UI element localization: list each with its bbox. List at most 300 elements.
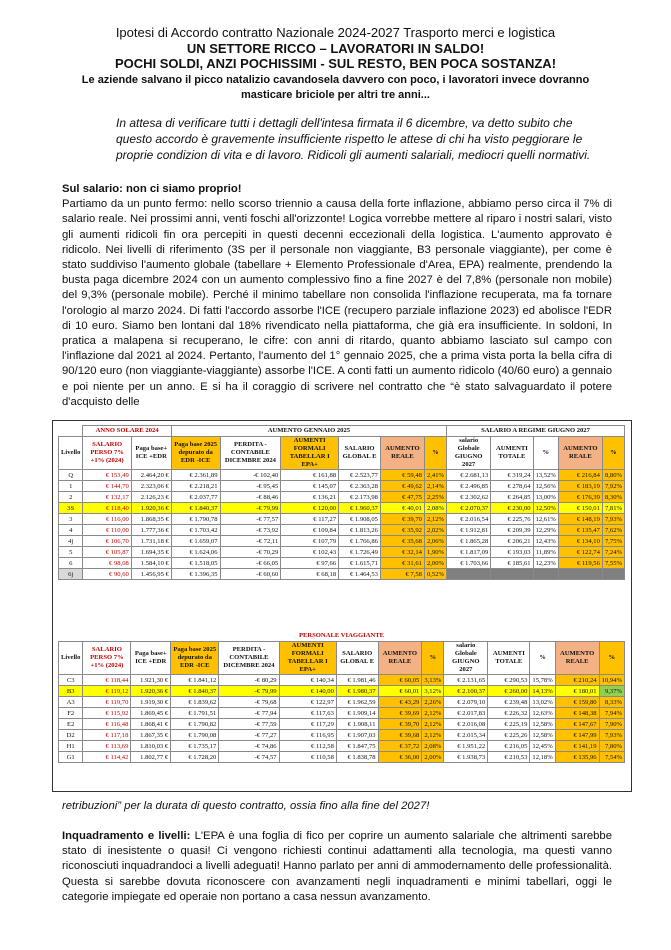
column-header: Paga base+ ICE +EDR [131, 437, 171, 470]
table-cell: € 136,21 [281, 492, 339, 503]
table-cell: € 239,48 [488, 697, 530, 708]
tail-sentence: retribuzioni” per la durata di questo contratto, ossia fino alla fine del 2027! [62, 800, 430, 812]
table-cell: € 2.131,65 [444, 675, 488, 686]
column-header: SALARIO GLOBAL E [339, 437, 381, 470]
intro-paragraph: In attesa di verificare tutti i dettagli dell'intesa firmata il 6 dicembre, va detto subito che questo accordo è gravemente insufficiente rispetto le attese di chi ha visto peggiorare le proprie condizion di vita e di lavoro. Ridicoli gli aumenti salariali, mediocri quelli normativi. [116, 116, 591, 162]
table-cell: 3,12% [422, 686, 444, 697]
group-header-gennaio: AUMENTO GENNAIO 2025 [171, 426, 446, 437]
table-cell: 1.869,45 € [131, 708, 171, 719]
table-cell: 2,14% [424, 481, 446, 492]
table-cell: € 1.396,35 [171, 569, 220, 580]
table-cell: € 132,17 [83, 492, 131, 503]
table-cell: € 180,01 [555, 686, 599, 697]
table-row [59, 558, 625, 569]
table-cell: 7,92% [602, 481, 624, 492]
table-cell: € 1.847,75 [336, 741, 378, 752]
column-header: SALARIO PERSO 7% +1% (2024) [83, 437, 131, 470]
table-cell: 1.802,77 € [131, 752, 171, 763]
column-header: AUMENTI TOTALE [491, 437, 533, 470]
table-cell: -€ 70,29 [220, 547, 281, 558]
column-header: % [533, 437, 558, 470]
table-cell: 1,90% [424, 547, 446, 558]
table-cell: € 140,00 [279, 686, 336, 697]
table-cell: € 278,64 [491, 481, 533, 492]
table-cell: € 1.659,07 [171, 536, 220, 547]
table-cell: € 112,58 [279, 741, 336, 752]
column-header: AUMENTI FORMALI TABELLAR I EPA+ [281, 437, 339, 470]
table-cell: € 2.523,77 [339, 470, 381, 481]
column-header: % [602, 437, 624, 470]
table-row [59, 686, 625, 697]
table-cell: € 1.726,49 [339, 547, 381, 558]
table-cell: € 176,39 [558, 492, 602, 503]
table-cell [558, 569, 602, 580]
table-cell: 11,89% [533, 547, 558, 558]
table-cell: € 39,68 [378, 730, 422, 741]
table-row [59, 752, 625, 763]
table-cell: -€ 88,46 [220, 492, 281, 503]
table-cell: € 1.728,20 [171, 752, 219, 763]
table-cell: € 1.960,37 [339, 503, 381, 514]
table-cell: -€ 102,40 [220, 470, 281, 481]
table-cell: € 117,18 [83, 730, 131, 741]
table-row [59, 503, 625, 514]
table-cell: € 36,00 [378, 752, 422, 763]
table-cell: Q [59, 470, 83, 481]
table-cell: 2,12% [422, 719, 444, 730]
column-header: AUMENTI FORMALI TABELLAR I EPA+ [279, 642, 336, 675]
table-cell: € 102,43 [281, 547, 339, 558]
table-row [59, 536, 625, 547]
table-cell: -€ 77,27 [219, 730, 279, 741]
inquadramento-body: L'EPA è una foglia di fico per coprire un aumento salariale che altrimenti sarebbe stato di inesistente o quasi! Ci vengono richiesti continui adattamenti alla tecnologia, ma questi vanno riconosciuti inquadrandoci a livelli adeguati! Hanno parlato per anni di ammodernamento delle professionalità. Questa si sarebbe dovuta riconoscere con avanzamenti negli inquadramenti e minimi tabellari, oggi le categorie impiegate ed operaie non portano a casa nessun avanzamento. [62, 830, 612, 903]
table-cell: € 161,88 [281, 470, 339, 481]
table-non-mobile [58, 425, 625, 580]
column-header: Paga base 2025 depurato da EDR -ICE [171, 642, 219, 675]
table-cell: € 1.791,51 [171, 708, 219, 719]
table-cell: € 105,87 [83, 547, 131, 558]
table-cell: € 119,70 [83, 697, 131, 708]
table-cell: € 39,69 [378, 708, 422, 719]
table-cell: € 116,00 [83, 514, 131, 525]
column-header: PERDITA - CONTABILE DICEMBRE 2024 [219, 642, 279, 675]
table-cell: 12,61% [533, 514, 558, 525]
table-cell: 1.867,35 € [131, 730, 171, 741]
table-cell: € 35,68 [380, 536, 424, 547]
table-cell: € 216,05 [488, 741, 530, 752]
table-cell: € 135,96 [555, 752, 599, 763]
table-cell: € 1.839,62 [171, 697, 219, 708]
table-cell: 2,41% [424, 470, 446, 481]
table-cell: € 159,80 [555, 697, 599, 708]
table-cell: 7,93% [602, 514, 624, 525]
table-cell [602, 569, 624, 580]
table-cell: € 1.817,09 [447, 547, 491, 558]
table-cell: -€ 79,68 [219, 697, 279, 708]
table-cell: B3 [59, 686, 83, 697]
table-cell: -€ 77,57 [220, 514, 281, 525]
table-cell: € 1.518,05 [171, 558, 220, 569]
doc-subtitle: POCHI SOLDI, ANZI POCHISSIMI - SUL RESTO, BEN POCA SOSTANZA! [114, 56, 557, 71]
table-cell: -€ 80,29 [219, 675, 279, 686]
doc-title: UN SETTORE RICCO – LAVORATORI IN SALDO! [186, 41, 485, 56]
table-cell: 3,13% [422, 675, 444, 686]
column-header: AUMENTO REALE [555, 642, 599, 675]
table-cell: € 1.766,86 [339, 536, 381, 547]
table-cell: € 2.015,34 [444, 730, 488, 741]
table-cell: 7,94% [599, 708, 624, 719]
table-cell: 12,56% [533, 481, 558, 492]
table-cell: € 114,42 [83, 752, 131, 763]
table-cell: € 2.016,54 [447, 514, 491, 525]
table-cell: 2,12% [422, 708, 444, 719]
table-cell: € 1.980,37 [336, 686, 378, 697]
table-cell: -€ 66,05 [220, 558, 281, 569]
column-header: Livello [59, 437, 83, 470]
table-cell: € 210,53 [488, 752, 530, 763]
table-cell: 4 [59, 525, 83, 536]
table-cell: € 1.912,81 [447, 525, 491, 536]
table-cell: 13,00% [533, 492, 558, 503]
table-cell: 7,55% [602, 558, 624, 569]
salary-tables-figure [52, 420, 632, 792]
table-cell: € 2.496,85 [447, 481, 491, 492]
inquadramento-section [62, 829, 612, 905]
table-cell: 2.126,23 € [131, 492, 171, 503]
table-cell: D2 [59, 730, 83, 741]
table-cell: 1.920,36 € [131, 503, 171, 514]
table-cell: 2,00% [424, 558, 446, 569]
table-cell: € 145,07 [281, 481, 339, 492]
table-cell: € 110,00 [83, 525, 131, 536]
table-cell [491, 569, 533, 580]
table-cell: € 1.790,08 [171, 730, 219, 741]
table-cell: € 39,70 [378, 719, 422, 730]
table-cell: € 2.016,08 [444, 719, 488, 730]
table-cell: € 209,39 [491, 525, 533, 536]
table-row [59, 741, 625, 752]
table-cell: € 32,14 [380, 547, 424, 558]
table-cell: 13,52% [533, 470, 558, 481]
table-cell: -€ 79,99 [219, 686, 279, 697]
table-cell: -€ 95,45 [220, 481, 281, 492]
salario-heading: Sul salario: non ci siamo proprio! [62, 183, 242, 195]
table-cell: € 134,10 [558, 536, 602, 547]
table-cell: -€ 73,92 [220, 525, 281, 536]
table-cell: 2,08% [424, 503, 446, 514]
table-cell: € 1.908,05 [339, 514, 381, 525]
table-cell: € 119,12 [83, 686, 131, 697]
table-cell: 13,02% [530, 697, 555, 708]
table-cell: € 2.302,62 [447, 492, 491, 503]
table-cell: € 150,01 [558, 503, 602, 514]
table-cell: € 60,01 [378, 686, 422, 697]
table-cell: 2.464,20 € [131, 470, 171, 481]
table-cell: 2,06% [424, 536, 446, 547]
table-cell: € 1.464,53 [339, 569, 381, 580]
table-row [59, 514, 625, 525]
table2-header-row [59, 642, 625, 675]
table-cell: 7,81% [602, 503, 624, 514]
table-cell: € 1.615,71 [339, 558, 381, 569]
table-cell: € 290,53 [488, 675, 530, 686]
table-cell: 12,18% [530, 752, 555, 763]
table-cell: € 119,56 [558, 558, 602, 569]
column-header: % [424, 437, 446, 470]
table-row [59, 719, 625, 730]
table-cell: € 153,49 [83, 470, 131, 481]
table-cell: € 1.908,11 [336, 719, 378, 730]
table-cell: € 1.813,26 [339, 525, 381, 536]
table-cell: € 225,26 [488, 730, 530, 741]
table-cell: € 264,85 [491, 492, 533, 503]
table-row [59, 470, 625, 481]
table-cell: € 35,92 [380, 525, 424, 536]
table-cell: -€ 74,57 [219, 752, 279, 763]
table-cell: 2,12% [422, 730, 444, 741]
table-cell: 2,25% [424, 492, 446, 503]
table-cell: € 226,32 [488, 708, 530, 719]
table-cell: € 2.681,13 [447, 470, 491, 481]
table-cell: 7,75% [602, 536, 624, 547]
table-cell: 1.919,30 € [131, 697, 171, 708]
doc-pretitle: Ipotesi di Accordo contratto Nazionale 2024-2027 Trasporto merci e logistica [115, 25, 556, 40]
table-cell: € 210,24 [555, 675, 599, 686]
table-cell: 7,62% [602, 525, 624, 536]
table-cell: -€ 77,59 [219, 719, 279, 730]
table-cell: G1 [59, 752, 83, 763]
table-row [59, 492, 625, 503]
table-cell: € 2.173,98 [339, 492, 381, 503]
salario-body: Partiamo da un punto fermo: nello scorso triennio a causa della forte inflazione, abbiamo perso circa il 7% di salario reale. Nei prossimi anni, venti foschi all'orizzonte! Logica vorrebbe mettere al riparo i nostri salari, visto gli aumenti ridicoli fin ora percepiti in questi decenni eccezionali della logistica. L'aumento approvato è ridicolo. Nei livelli di riferimento (3S per il personale non viaggiante, B3 personale viaggiante), per come è stato suddiviso l'aumento globale (tabellare + Elemento Professionale d'Area, EPA) realmente, prendendo la busta paga dicembre 2024 con un aumento complessivo fino a fine 2027 è del 7,8% (personale non mobile) del 9,3% (personale mobile). Perché il minimo tabellare non consolida l'inflazione recuperata, ma fa tornare l'orologio al marzo 2024. Di fatti l'accordo assorbe l'ICE (recupero parziale inflazione 2023) ed abolisce l'EDR di 10 euro. Siamo ben lontani dal 18% rivendicato nella piattaforma, che già era insufficiente. In soldoni, In pratica a malapena si recuperano, le cifre: con anni di ritardo, quanto abbiamo lasciato sul campo con l'inflazione dal 2021 al 2024. Pertanto, l'aumento del 1° gennaio 2025, che a prima vista porta la bella cifra di 90/120 euro (non viaggiante-viaggiante) assorbe l'ICE. A conti fatti un aumento ridicolo (40/60 euro) a gennaio e poi niente per un anno. E si ha il coraggio di scrivere nel contratto che “è stato salvaguardato il potere d'acquisto delle [62, 198, 612, 408]
table-cell: 12,58% [530, 719, 555, 730]
table-cell: 2.323,06 € [131, 481, 171, 492]
table-cell: 1.731,18 € [131, 536, 171, 547]
column-header: AUMENTO REALE [378, 642, 422, 675]
table-cell: 12,63% [530, 708, 555, 719]
table-cell: A3 [59, 697, 83, 708]
table-cell: € 122,97 [279, 697, 336, 708]
table-row [59, 675, 625, 686]
table-cell: 7,90% [599, 719, 624, 730]
table-cell: € 49,62 [380, 481, 424, 492]
table-cell: € 135,47 [558, 525, 602, 536]
table-cell: € 120,00 [281, 503, 339, 514]
table-cell: € 193,03 [491, 547, 533, 558]
table-cell: € 116,48 [83, 719, 131, 730]
table-cell: € 230,00 [491, 503, 533, 514]
column-header: Paga base+ ICE +EDR [131, 642, 171, 675]
table-cell: € 47,75 [380, 492, 424, 503]
table-cell: € 1.907,03 [336, 730, 378, 741]
table2-group-row [59, 631, 625, 642]
table-cell: € 117,29 [279, 719, 336, 730]
column-header: salario Globale GIUGNO 2027 [444, 642, 488, 675]
table-cell: € 106,70 [83, 536, 131, 547]
table-cell: 6j [59, 569, 83, 580]
column-header: AUMENTO REALE [380, 437, 424, 470]
table-cell: € 2.037,77 [171, 492, 220, 503]
table-cell: 1.810,03 € [131, 741, 171, 752]
column-header: AUMENTO REALE [558, 437, 602, 470]
table-cell: € 2.070,37 [447, 503, 491, 514]
table-cell: -€ 79,99 [220, 503, 281, 514]
table-cell: 2,26% [422, 697, 444, 708]
table-cell: 2,08% [422, 741, 444, 752]
table-cell: € 39,70 [380, 514, 424, 525]
table-cell: € 2.218,21 [171, 481, 220, 492]
table-cell: € 147,67 [555, 719, 599, 730]
table-cell: € 148,38 [555, 708, 599, 719]
table-cell: € 183,19 [558, 481, 602, 492]
table-cell: 7,24% [602, 547, 624, 558]
column-header: Livello [59, 642, 83, 675]
table-cell: 0,52% [424, 569, 446, 580]
table-cell: 1.694,35 € [131, 547, 171, 558]
table-cell: € 98,08 [83, 558, 131, 569]
column-header: % [422, 642, 444, 675]
table-cell: 1.921,30 € [131, 675, 171, 686]
table-cell: € 147,99 [555, 730, 599, 741]
table-cell: 1.777,36 € [131, 525, 171, 536]
table-cell: 1.920,36 € [131, 686, 171, 697]
table-cell: -€ 77,94 [219, 708, 279, 719]
inquadramento-heading: Inquadramento e livelli: [62, 830, 191, 842]
table-cell: 7,93% [599, 730, 624, 741]
table-cell: € 31,61 [380, 558, 424, 569]
table-cell: 12,45% [530, 741, 555, 752]
table-cell: € 122,74 [558, 547, 602, 558]
table-cell: 1.868,35 € [131, 514, 171, 525]
table-cell: € 2.363,28 [339, 481, 381, 492]
table-cell: € 144,70 [83, 481, 131, 492]
table-row [59, 708, 625, 719]
column-header: % [599, 642, 624, 675]
table-cell: € 68,18 [281, 569, 339, 580]
table1-header-row [59, 437, 625, 470]
table-cell: 9,37% [599, 686, 624, 697]
table-row [59, 525, 625, 536]
table-cell: 1.868,41 € [131, 719, 171, 730]
table-cell: 8,33% [599, 697, 624, 708]
table-cell: 12,29% [533, 525, 558, 536]
table-cell [447, 569, 491, 580]
table-cell: € 115,92 [83, 708, 131, 719]
table-row [59, 730, 625, 741]
table-cell: H1 [59, 741, 83, 752]
table-cell: € 1.703,66 [447, 558, 491, 569]
column-header: salario Globale GIUGNO 2027 [447, 437, 491, 470]
table-cell: € 118,40 [83, 503, 131, 514]
table-cell: -€ 72,11 [220, 536, 281, 547]
table-cell: 1 [59, 481, 83, 492]
table-cell: € 1.981,46 [336, 675, 378, 686]
table-cell: 12,50% [533, 503, 558, 514]
table-cell: € 1.962,59 [336, 697, 378, 708]
table-cell: € 1.951,22 [444, 741, 488, 752]
table-cell: € 43,29 [378, 697, 422, 708]
table-cell: € 216,84 [558, 470, 602, 481]
table-cell: € 117,63 [279, 708, 336, 719]
table-cell: € 1.909,14 [336, 708, 378, 719]
table-cell: -€ 60,60 [220, 569, 281, 580]
column-header: SALARIO PERSO 7% +1% (2024) [83, 642, 131, 675]
table-cell: F2 [59, 708, 83, 719]
table-cell: € 1.735,17 [171, 741, 219, 752]
table-cell: € 7,58 [380, 569, 424, 580]
column-header: AUMENTI TOTALE [488, 642, 530, 675]
table-cell: € 1.840,37 [171, 503, 220, 514]
table-cell: € 97,66 [281, 558, 339, 569]
column-header: Paga base 2025 depurato da EDR -ICE [171, 437, 220, 470]
table-cell: € 1.865,28 [447, 536, 491, 547]
table-cell: € 260,00 [488, 686, 530, 697]
table-cell: € 109,84 [281, 525, 339, 536]
table-cell: € 107,79 [281, 536, 339, 547]
table-cell: € 2.079,10 [444, 697, 488, 708]
table-cell: € 225,76 [491, 514, 533, 525]
table-cell: 8,30% [602, 492, 624, 503]
table-row [59, 481, 625, 492]
column-header: % [530, 642, 555, 675]
table-cell: € 59,48 [380, 470, 424, 481]
table-cell: 14,13% [530, 686, 555, 697]
table-cell: -€ 74,86 [219, 741, 279, 752]
table-cell: € 1.790,78 [171, 514, 220, 525]
table-cell: € 116,95 [279, 730, 336, 741]
table-cell: € 1.938,73 [444, 752, 488, 763]
table-cell: 7,80% [599, 741, 624, 752]
table-cell: € 148,19 [558, 514, 602, 525]
salario-section [62, 182, 612, 410]
table-cell: € 1.840,37 [171, 686, 219, 697]
table-cell: 12,58% [530, 730, 555, 741]
table-cell: 3 [59, 514, 83, 525]
table-cell: 7,54% [599, 752, 624, 763]
table-cell: 2,12% [424, 514, 446, 525]
table-cell: 12,43% [533, 536, 558, 547]
table1-group-row [59, 426, 625, 437]
table-cell: C3 [59, 675, 83, 686]
table-cell: € 90,60 [83, 569, 131, 580]
group-header-viaggiante: PERSONALE VIAGGIANTE [59, 631, 625, 642]
table-cell: 2,02% [424, 525, 446, 536]
table-cell: € 225,19 [488, 719, 530, 730]
table-cell: € 2.100,37 [444, 686, 488, 697]
group-header-2024: ANNO SOLARE 2024 [83, 426, 171, 437]
table-cell: 5 [59, 547, 83, 558]
table-cell: € 1.841,12 [171, 675, 219, 686]
table-row [59, 697, 625, 708]
table-cell: 1.456,95 € [131, 569, 171, 580]
table-cell: € 1.790,82 [171, 719, 219, 730]
table-viaggiante [58, 631, 625, 763]
table-cell: € 2.017,83 [444, 708, 488, 719]
table-cell [533, 569, 558, 580]
table-cell: € 1.624,06 [171, 547, 220, 558]
table-row [59, 547, 625, 558]
doc-summary: Le aziende salvano il picco natalizio cavandosela davvero con poco, i lavoratori invece dovranno masticare briciole per altri tre anni... [81, 74, 590, 101]
table-cell: 15,78% [530, 675, 555, 686]
column-header: PERDITA - CONTABILE DICEMBRE 2024 [220, 437, 281, 470]
table-cell: € 37,72 [378, 741, 422, 752]
table-cell: 4j [59, 536, 83, 547]
table-cell: 1.584,10 € [131, 558, 171, 569]
table-cell: € 118,44 [83, 675, 131, 686]
group-header-regime: SALARIO A REGIME GIUGNO 2027 [447, 426, 625, 437]
table-row [59, 569, 625, 580]
table-cell: € 113,69 [83, 741, 131, 752]
